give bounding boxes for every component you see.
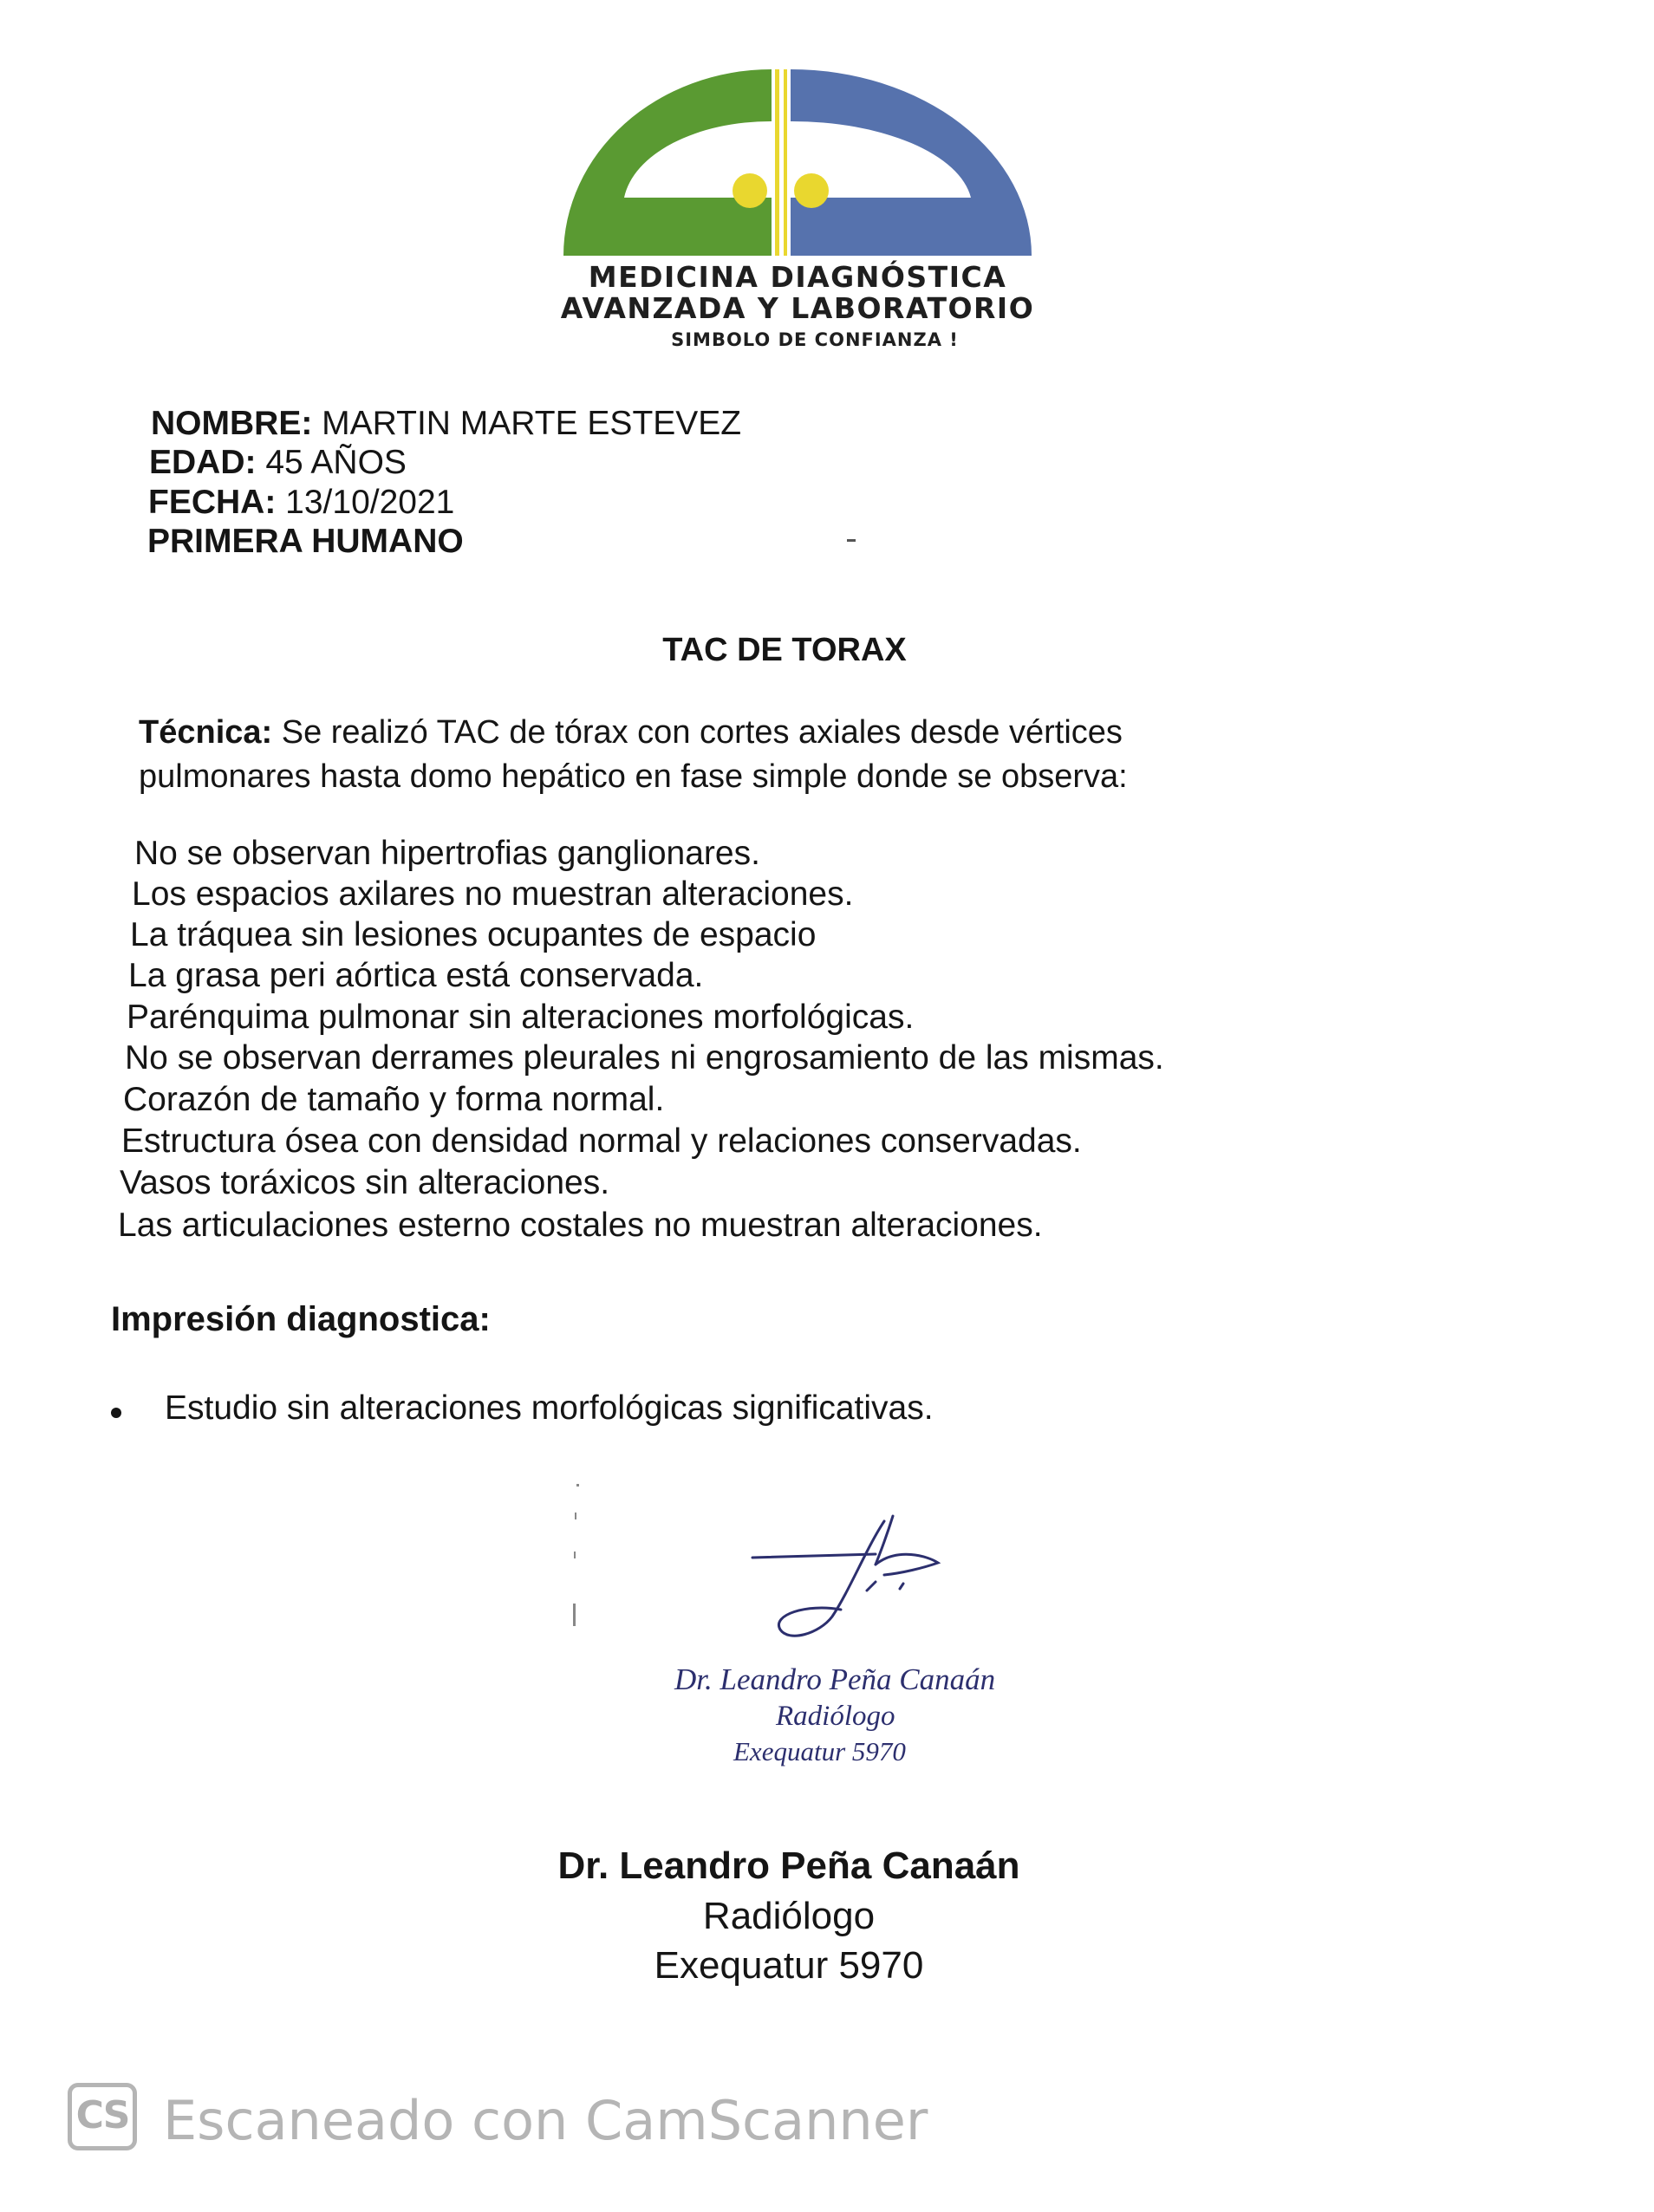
- report-date-label: FECHA:: [148, 484, 277, 521]
- patient-name-label: NOMBRE:: [151, 405, 313, 442]
- patient-name-value: MARTIN MARTE ESTEVEZ: [322, 405, 742, 442]
- stamp-doctor-name: Dr. Leandro Peña Canaán: [674, 1662, 996, 1696]
- signature-doctor-name: Dr. Leandro Peña Canaán: [557, 1844, 1020, 1887]
- signature-exequatur: Exequatur 5970: [654, 1944, 924, 1987]
- finding-item: No se observan derrames pleurales ni engrosamiento de las mismas.: [125, 1039, 1164, 1077]
- patient-age-value: 45 AÑOS: [265, 444, 407, 481]
- technique-line-2: pulmonares hasta domo hepático en fase simple donde se observa:: [139, 758, 1128, 795]
- camscanner-logo-icon: CS: [68, 2083, 137, 2150]
- finding-item: La grasa peri aórtica está conservada.: [128, 957, 704, 994]
- bullet-icon: [111, 1408, 121, 1418]
- finding-item: La tráquea sin lesiones ocupantes de espacio: [130, 916, 817, 953]
- impression-item: Estudio sin alteraciones morfológicas significativas.: [165, 1389, 934, 1427]
- logo-slogan: SIMBOLO DE CONFIANZA !: [671, 329, 959, 350]
- signature-doctor-role: Radiólogo: [702, 1895, 876, 1937]
- handwritten-signature: [746, 1513, 971, 1669]
- scan-speck: [573, 1604, 576, 1626]
- scan-speck: [576, 1484, 579, 1487]
- finding-item: Las articulaciones esterno costales no muestran alteraciones.: [118, 1207, 1043, 1244]
- report-title: TAC DE TORAX: [662, 632, 907, 668]
- technique-text-1: Se realizó TAC de tórax con cortes axiales desde vértices: [281, 714, 1123, 751]
- finding-item: Estructura ósea con densidad normal y relaciones conservadas.: [121, 1122, 1082, 1160]
- logo-title-line2: AVANZADA Y LABORATORIO: [560, 291, 1035, 325]
- logo-title-line1: MEDICINA DIAGNÓSTICA: [588, 260, 1007, 294]
- scan-speck: [575, 1513, 576, 1519]
- stamp-doctor-role: Radiólogo: [776, 1701, 895, 1732]
- finding-item: Parénquima pulmonar sin alteraciones morfológicas.: [127, 999, 915, 1036]
- referral-line: PRIMERA HUMANO: [147, 523, 464, 560]
- patient-age-label: EDAD:: [149, 444, 257, 481]
- finding-item: Vasos toráxicos sin alteraciones.: [120, 1164, 610, 1201]
- report-date-value: 13/10/2021: [285, 484, 455, 521]
- camscanner-watermark: Escaneado con CamScanner: [163, 2089, 928, 2152]
- scan-speck: [574, 1552, 576, 1558]
- impression-heading: Impresión diagnostica:: [111, 1300, 491, 1338]
- finding-item: Corazón de tamaño y forma normal.: [123, 1081, 665, 1118]
- finding-item: No se observan hipertrofias ganglionares.: [134, 835, 760, 872]
- finding-item: Los espacios axilares no muestran alteraciones.: [132, 875, 854, 913]
- technique-label: Técnica:: [139, 714, 273, 751]
- stamp-exequatur: Exequatur 5970: [733, 1736, 906, 1766]
